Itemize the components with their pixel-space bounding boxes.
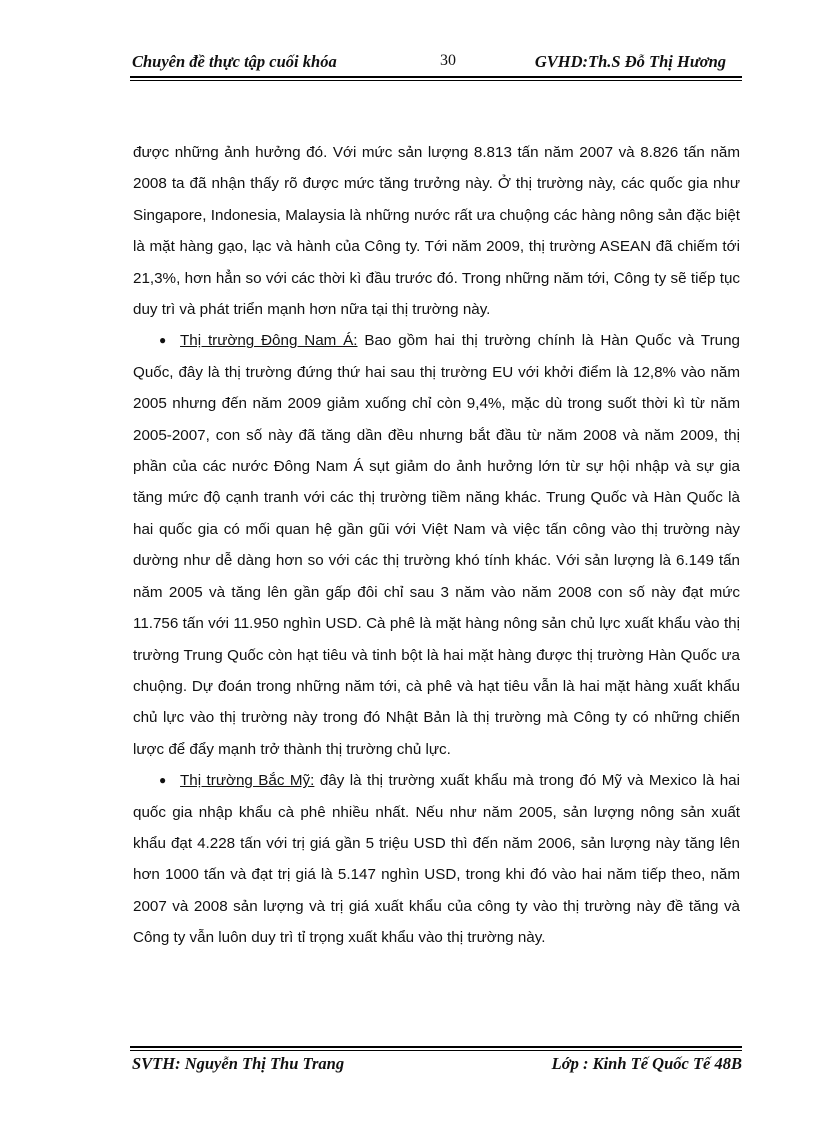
bullet-icon: ● — [159, 333, 167, 348]
footer-class: Lớp : Kinh Tế Quốc Tế 48B — [551, 1054, 742, 1073]
page-header — [130, 50, 742, 76]
header-rule-thin — [130, 80, 742, 81]
header-title: Chuyên đề thực tập cuối khóa — [132, 52, 337, 71]
footer-rule-thick — [130, 1046, 742, 1048]
document-body — [133, 137, 740, 954]
bullet-north-america — [133, 765, 740, 953]
bullet-icon: ● — [159, 773, 167, 788]
page-footer — [130, 1046, 742, 1076]
footer-student: SVTH: Nguyễn Thị Thu Trang — [132, 1054, 345, 1073]
bullet-label: Thị trường Đông Nam Á: — [180, 332, 358, 350]
bullet-text: Bao gồm hai thị trường chính là Hàn Quốc và Trung Quốc, đây là thị trường đứng thứ hai sau thị trường EU với khởi điểm là 12,8% vào năm 2005 nhưng đến năm 2009 giảm xuống chỉ còn 9,4%, mặc dù trong suốt thời kì từ năm 2005-2007, con số này đã tăng dần đều nhưng bắt đầu từ năm 2008 và năm 2009, thị phần của các nước Đông Nam Á sụt giảm do ảnh hưởng lớn từ sự hội nhập và sự gia tăng mức độ cạnh tranh với các thị trường tiềm năng khác. Trung Quốc và Hàn Quốc là hai quốc gia có mối quan hệ gần gũi với Việt Nam và việc tấn công vào thị trường này dường như dễ dàng hơn so với các thị trường khó tính khác. Với sản lượng là 6.149 tấn năm 2005 và tăng lên gần gấp đôi chỉ sau 3 năm vào năm 2008 con số này đạt mức 11.756 tấn với 11.950 nghìn USD. Cà phê là mặt hàng nông sản chủ lực xuất khẩu vào thị trường Trung Quốc còn hạt tiêu và tinh bột là hai mặt hàng được thị trường Hàn Quốc ưa chuộng. Dự đoán trong những năm tới, cà phê và hạt tiêu vẫn là hai mặt hàng xuất khẩu chủ lực vào thị trường này trong đó Nhật Bản là thị trường mà Công ty có những chiến lược để đẩy mạnh trở thành thị trường chủ lực. — [133, 332, 740, 758]
header-advisor: GVHD:Th.S Đỗ Thị Hương — [534, 52, 726, 71]
footer-rule-thin — [130, 1050, 742, 1051]
paragraph: được những ảnh hưởng đó. Với mức sản lượng 8.813 tấn năm 2007 và 8.826 tấn năm 2008 ta đã nhận thấy rõ được mức tăng trưởng này. Ở thị trường này, các quốc gia như Singapore, Indonesia, Malaysia là những nước rất ưa chuộng các hàng nông sản đặc biệt là mặt hàng gạo, lạc và hành của Công ty. Tới năm 2009, thị trường ASEAN đã chiếm tới 21,3%, hơn hẳn so với các thời kì đầu trước đó. Trong những năm tới, Công ty sẽ tiếp tục duy trì và phát triển mạnh hơn nữa tại thị trường này. — [133, 144, 740, 319]
bullet-southeast-asia — [133, 325, 740, 765]
page-number: 30 — [440, 52, 456, 69]
header-rule-thick — [130, 76, 742, 78]
bullet-text: đây là thị trường xuất khẩu mà trong đó Mỹ và Mexico là hai quốc gia nhập khẩu cà phê nhiều nhất. Nếu như năm 2005, sản lượng nông sản xuất khẩu đạt 4.228 tấn với trị giá gần 5 triệu USD thì đến năm 2006, sản lượng này tăng lên hơn 1000 tấn và đạt trị giá là 5.147 nghìn USD, trong khi đó vào hai năm tiếp theo, năm 2007 và 2008 sản lượng và trị giá xuất khẩu của công ty vào thị trường này đề tăng và Công ty vẫn luôn duy trì tỉ trọng xuất khẩu vào thị trường này. — [133, 772, 740, 947]
bullet-label: Thị trường Bắc Mỹ: — [180, 772, 315, 790]
